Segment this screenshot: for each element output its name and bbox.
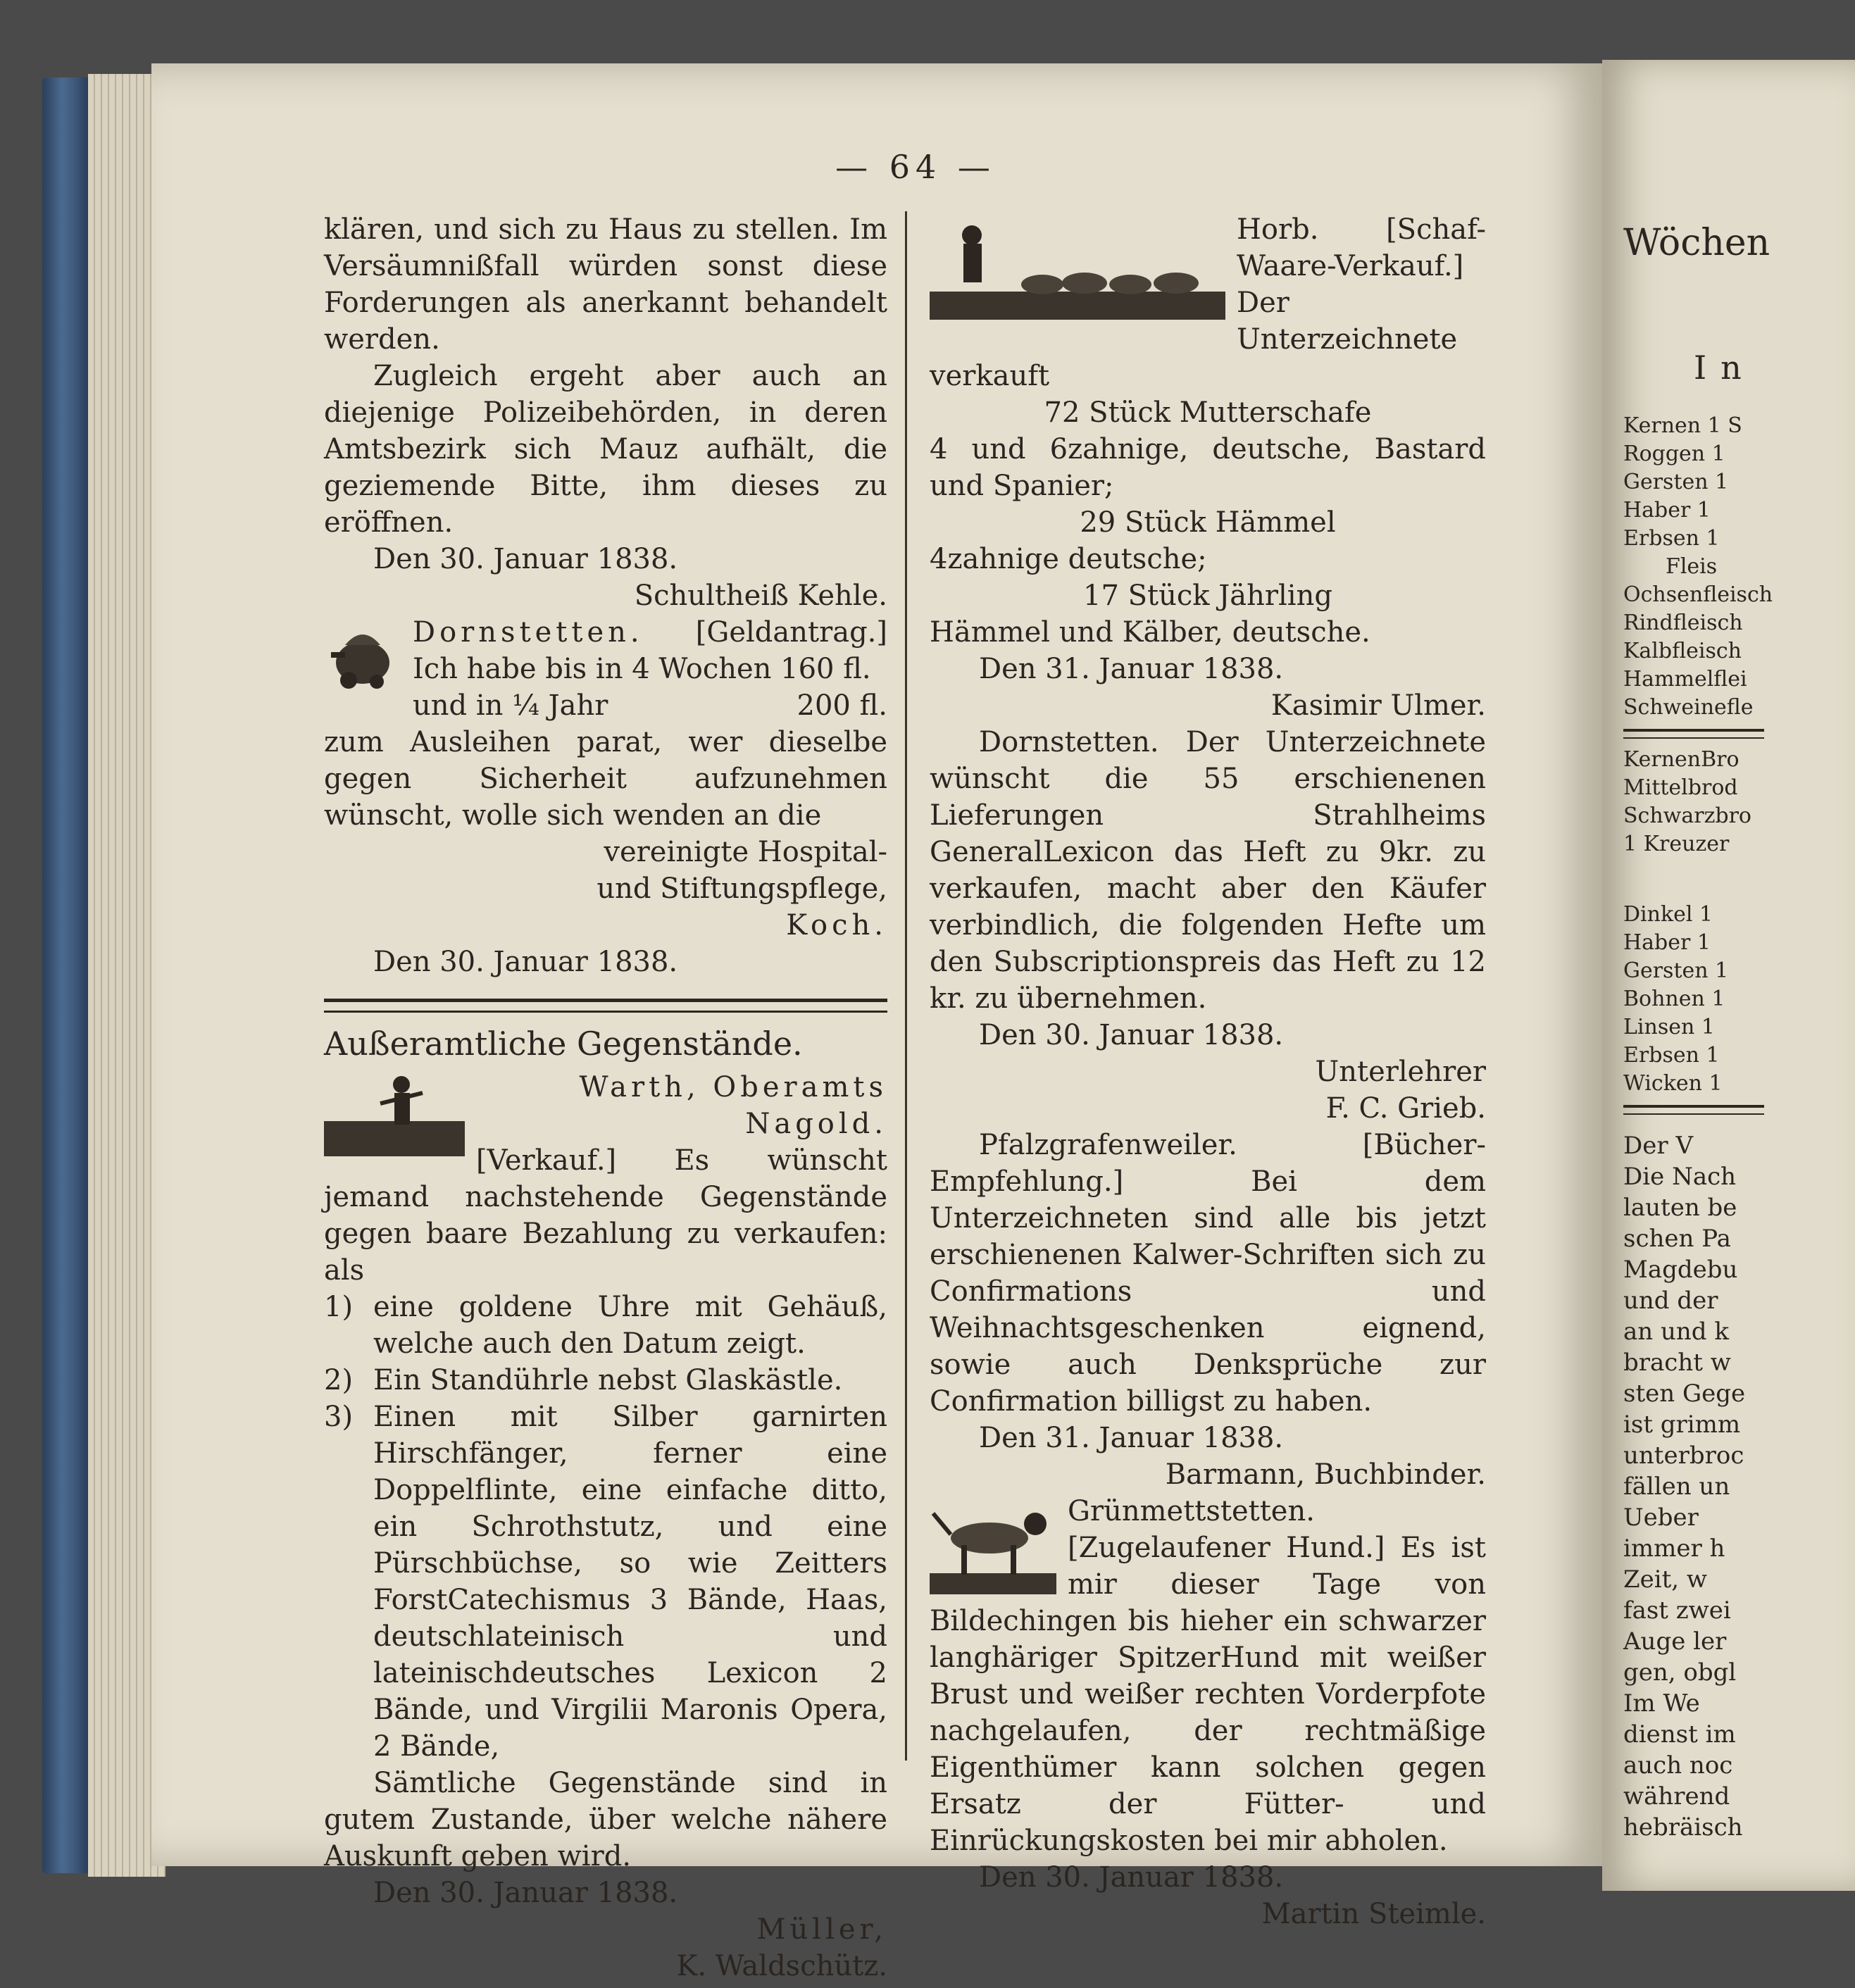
text-line: dienst im (1623, 1720, 1736, 1749)
list-item: Schweinefle (1623, 695, 1754, 720)
paragraph: Horb. [Schaf-Waare-Verkauf.] Der Unterzeichnete verkauft (930, 213, 1486, 392)
text-line: hebräisch (1623, 1813, 1743, 1842)
list-item: Kalbfleisch (1623, 639, 1742, 663)
signature: und Stiftungspflege, (597, 873, 887, 905)
date-line: Den 30. Januar 1838. (373, 1877, 678, 1909)
text-line: Magdebu (1623, 1256, 1738, 1284)
list-heading: Fleis (1666, 554, 1718, 579)
signature: Müller, (756, 1913, 887, 1946)
ad-place: Dornstetten. (413, 616, 644, 649)
ad-geldantrag (324, 614, 887, 980)
paragraph: Pfalzgrafenweiler. [Bücher-Empfehlung.] Bei dem Unterzeichneten sind alle bis jetzt erschienenen Kalwer-Schriften sich zu Confirmations und Weihnachtsgeschenken eignend, sowie auch Denksprüche zur Confirmation billigst zu haben. (930, 1129, 1486, 1418)
list-item: Haber 1 (1623, 930, 1711, 955)
shepherd-woodcut (930, 214, 1225, 320)
date-line: Den 30. Januar 1838. (373, 946, 678, 978)
text-line: ist grimm (1623, 1411, 1741, 1439)
list-item: Wicken 1 (1623, 1071, 1723, 1096)
amount-row (413, 687, 887, 724)
price-list (1623, 412, 1773, 1122)
text-line: gen, obgl (1623, 1658, 1737, 1687)
list-item: 1 Kreuzer (1623, 832, 1730, 856)
right-page-title: Wöchen (1623, 222, 1770, 264)
ad-line: Ich habe bis in 4 Wochen 160 fl. (413, 653, 871, 685)
item-text: Einen mit Silber garnirten Hirschfänger, ferner eine Doppelflinte, eine einfache ditto, ein Schrothstutz, und eine Pürschbüchse, so wie Zeitters ForstCatechismus 3 Bände, Haas, deutschlateinisch und lateinischdeutsches Lexicon 2 Bände, und Virgilii Maronis Opera, 2 Bände, (373, 1401, 887, 1763)
list-item: Roggen 1 (1623, 442, 1725, 466)
book-spine (42, 77, 92, 1873)
signature: K. Waldschütz. (676, 1950, 887, 1982)
text-line: Der V (1623, 1132, 1693, 1160)
text-line: immer h (1623, 1534, 1725, 1563)
middle-column (930, 211, 1486, 1932)
amount-label: und in ¼ Jahr (413, 689, 608, 722)
signature: vereinigte Hospital- (604, 836, 887, 868)
right-page-text (1623, 1130, 1745, 1843)
list-item: Gersten 1 (1623, 470, 1729, 494)
paragraph: Zugleich ergeht aber auch an diejenige Polizeibehörden, in deren Amtsbezirk sich Mauz aufhält, die geziemende Bitte, ihm dieses zu eröffnen. (324, 360, 887, 539)
signature: Koch. (786, 909, 887, 942)
ad-kind: [Geldantrag.] (695, 616, 887, 649)
item-number: 3) (324, 1401, 354, 1433)
list-item (324, 1362, 887, 1399)
list-item: Mittelbrod (1623, 775, 1738, 800)
text-line: Im We (1623, 1689, 1700, 1718)
list-item: Haber 1 (1623, 498, 1711, 523)
list-item: Linsen 1 (1623, 1015, 1715, 1039)
dog-woodcut (930, 1496, 1056, 1594)
list-item (324, 1289, 887, 1362)
text-line: und der (1623, 1287, 1718, 1315)
ad-line: 72 Stück Mutterschafe (1044, 396, 1372, 429)
date-line: Den 31. Januar 1838. (979, 653, 1284, 685)
money-bag-woodcut (324, 617, 401, 694)
ad-place: Warth, Oberamts Nagold. (579, 1071, 887, 1140)
text-line: an und k (1623, 1318, 1729, 1346)
list-item: Ochsenfleisch (1623, 582, 1773, 607)
list-item: Erbsen 1 (1623, 526, 1720, 551)
text-line: während (1623, 1782, 1730, 1811)
date-line: Den 30. Januar 1838. (979, 1019, 1284, 1051)
list-item: Dinkel 1 (1623, 902, 1713, 927)
signature: Schultheiß Kehle. (634, 580, 887, 612)
ad-line: 4 und 6zahnige, deutsche, Bastard und Spanier; (930, 433, 1486, 502)
list-item: Gersten 1 (1623, 958, 1729, 983)
item-list (324, 1289, 887, 1765)
signature: Martin Steimle. (1261, 1898, 1486, 1930)
signature: Unterlehrer (1315, 1056, 1486, 1088)
text-line: fast zwei (1623, 1596, 1731, 1625)
text-line: auch noc (1623, 1751, 1733, 1780)
item-text: eine goldene Uhre mit Gehäuß, welche auch den Datum zeigt. (373, 1291, 887, 1360)
ad-line: 29 Stück Hämmel (1080, 506, 1336, 539)
figure-woodcut (324, 1072, 465, 1156)
list-rule (1623, 729, 1764, 739)
text-line: schen Pa (1623, 1225, 1731, 1253)
item-text: Ein Standührle nebst Glaskästle. (373, 1364, 843, 1396)
ad-line: 4zahnige deutsche; (930, 543, 1207, 575)
list-item: Erbsen 1 (1623, 1043, 1720, 1068)
signature: F. C. Grieb. (1325, 1092, 1486, 1125)
item-number: 1) (324, 1291, 354, 1323)
list-item: Schwarzbro (1623, 804, 1751, 828)
paragraph: klären, und sich zu Haus zu stellen. Im Versäumnißfall würden sonst diese Forderungen als anerkannt behandelt werden. (324, 213, 887, 356)
signature: Kasimir Ulmer. (1270, 689, 1486, 722)
amount-value: 200 fl. (797, 689, 887, 722)
text-line: Die Nach (1623, 1163, 1737, 1191)
section-rule (324, 999, 887, 1013)
paragraph: [Verkauf.] Es wünscht jemand nachstehende Gegenstände gegen baare Bezahlung zu verkaufen: als (324, 1144, 887, 1287)
right-page (1602, 60, 1855, 1891)
ad-hund (930, 1493, 1486, 1932)
text-line: Zeit, w (1623, 1565, 1707, 1594)
ad-verkauf (324, 1069, 887, 1984)
list-item: Rindfleisch (1623, 611, 1743, 635)
signature: Barmann, Buchbinder. (1165, 1458, 1486, 1491)
column-divider (905, 211, 907, 1761)
text-line: unterbroc (1623, 1442, 1744, 1470)
text-line: Ueber (1623, 1503, 1699, 1532)
paragraph: Sämtliche Gegenstände sind in gutem Zustande, über welche nähere Auskunft geben wird. (324, 1767, 887, 1873)
section-heading: Außeramtliche Gegenstände. (324, 1025, 803, 1063)
text-line: Auge ler (1623, 1627, 1727, 1656)
list-item: Kernen 1 S (1623, 413, 1742, 438)
ad-schafe (930, 211, 1486, 724)
list-item: KernenBro (1623, 747, 1740, 772)
paragraph: Grünmettstetten. [Zugelaufener Hund.] Es ist mir dieser Tage von Bildechingen bis hieher ein schwarzer langhäriger SpitzerHund mit weißer Brust und weißer rechten Vorderpfote nachgelaufen, der rechtmäßige Eigenthümer kann solchen gegen Ersatz der Fütter- und Einrückungskosten bei mir abholen. (930, 1495, 1486, 1857)
date-line: Den 30. Januar 1838. (979, 1861, 1284, 1894)
page-number: — 64 — (835, 148, 996, 186)
left-column (324, 211, 887, 1984)
text-line: sten Gege (1623, 1380, 1746, 1408)
item-number: 2) (324, 1364, 354, 1396)
list-item: Hammelflei (1623, 667, 1747, 692)
paragraph: Dornstetten. Der Unterzeichnete wünscht die 55 erschienenen Lieferungen Strahlheims GeneralLexicon das Heft zu 9kr. zu verkaufen, macht aber den Käufer verbindlich, die folgenden Hefte um den Subscriptionspreis das Heft zu 12 kr. zu übernehmen. (930, 726, 1486, 1015)
text-line: bracht w (1623, 1349, 1731, 1377)
text-line: lauten be (1623, 1194, 1737, 1222)
list-item: Bohnen 1 (1623, 987, 1725, 1011)
date-line: Den 31. Januar 1838. (979, 1422, 1284, 1454)
right-page-subtitle: In (1694, 349, 1756, 387)
paragraph: zum Ausleihen parat, wer dieselbe gegen Sicherheit aufzunehmen wünscht, wolle sich wenden an die (324, 726, 887, 832)
list-item (324, 1399, 887, 1765)
date-line: Den 30. Januar 1838. (373, 543, 678, 575)
text-line: fällen un (1623, 1473, 1730, 1501)
ad-line: 17 Stück Jährling (1083, 580, 1332, 612)
list-rule (1623, 1105, 1764, 1115)
ad-line: Hämmel und Kälber, deutsche. (930, 616, 1370, 649)
